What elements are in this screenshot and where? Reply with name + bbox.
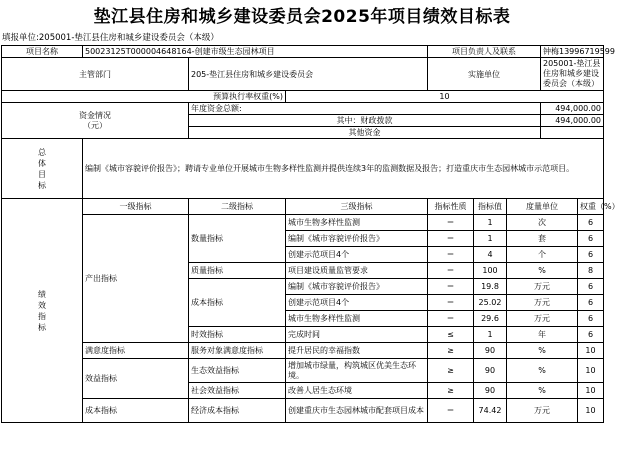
fund-total-value: 494,000.00 [541,103,604,115]
unit-cell: % [507,383,578,399]
level1-cost: 成本指标 [83,399,189,423]
level3-cell: 创建重庆市生态园林城市配套项目成本 [286,399,428,423]
unit-cell: % [507,343,578,359]
weight-cell: 10 [578,359,604,383]
fund-label [2,103,189,139]
value-cell: 100 [474,263,507,279]
level2-cost: 成本指标 [189,279,286,327]
level3-cell: 改善人居生态环境 [286,383,428,399]
level3-cell: 城市生物多样性监测 [286,215,428,231]
project-name-value: 50023125T000004648164-创建市级生态园林项目 [83,46,428,58]
header-level1: 一级指标 [83,199,189,215]
fund-fiscal-value: 494,000.00 [541,115,604,127]
nature-cell: ＝ [428,247,474,263]
unit-cell: 个 [507,247,578,263]
unit-cell: 套 [507,231,578,247]
level2-social: 社会效益指标 [189,383,286,399]
unit-line [2,32,602,44]
level1-output: 产出指标 [83,215,189,343]
budget-weight-value: 10 [286,91,604,103]
project-name-label: 项目名称 [2,46,83,58]
fund-other-value [541,127,604,139]
unit-cell: 万元 [507,295,578,311]
fund-fiscal-label: 其中：财政拨款 [189,115,541,127]
unit-cell: 年 [507,327,578,343]
goal-label-text: 总体目标 [38,147,46,190]
level3-cell: 城市生物多样性监测 [286,311,428,327]
value-cell: 90 [474,343,507,359]
header-nature: 指标性质 [428,199,474,215]
supervisor-value: 205-垫江县住房和城乡建设委员会 [189,58,428,91]
level3-cell: 增加城市绿量，构筑城区优美生态环境。 [286,359,428,383]
level2-quantity: 数量指标 [189,215,286,263]
leader-value: 钟梅13996719599 [541,46,604,58]
value-cell: 1 [474,231,507,247]
level3-cell: 创建示范项目4个 [286,247,428,263]
weight-cell: 6 [578,231,604,247]
unit-cell: 万元 [507,279,578,295]
value-cell: 1 [474,215,507,231]
weight-cell: 10 [578,343,604,359]
performance-table [1,45,620,423]
level2-quality: 质量指标 [189,263,286,279]
unit-cell: 万元 [507,311,578,327]
nature-cell: ≥ [428,359,474,383]
perf-label [2,199,83,423]
weight-cell: 10 [578,383,604,399]
value-cell: 74.42 [474,399,507,423]
unit-cell: % [507,263,578,279]
unit-cell: 万元 [507,399,578,423]
level3-cell: 提升居民的幸福指数 [286,343,428,359]
header-unit: 度量单位 [507,199,578,215]
weight-cell: 8 [578,263,604,279]
value-cell: 90 [474,383,507,399]
value-cell: 1 [474,327,507,343]
unit-value: 205001-垫江县住房和城乡建设委员会（本级） [38,33,219,43]
nature-cell: ＝ [428,311,474,327]
nature-cell: ＝ [428,231,474,247]
level2-service-satisfaction: 服务对象满意度指标 [189,343,286,359]
weight-cell: 6 [578,279,604,295]
nature-cell: ＝ [428,215,474,231]
goal-label [2,139,83,199]
level3-cell: 创建示范项目4个 [286,295,428,311]
nature-cell: ≥ [428,383,474,399]
level2-economic-cost: 经济成本指标 [189,399,286,423]
impl-unit-value: 205001-垫江县住房和城乡建设委员会（本级） [541,58,604,91]
level3-cell: 编制《城市容貌评价报告》 [286,231,428,247]
fund-other-label: 其他资金 [189,127,541,139]
value-cell: 4 [474,247,507,263]
header-weight: 权重（%） [578,199,604,215]
unit-cell: 次 [507,215,578,231]
level3-cell: 项目建设质量监管要求 [286,263,428,279]
nature-cell: ＝ [428,263,474,279]
header-level2: 二级指标 [189,199,286,215]
goal-text: 编制《城市容貌评价报告》；聘请专业单位开展城市生物多样性监测并提供连续3年的监测数据及报告；打造重庆市生态园林城市示范项目。 [83,139,604,199]
nature-cell: ＝ [428,295,474,311]
weight-cell: 6 [578,311,604,327]
value-cell: 29.6 [474,311,507,327]
nature-cell: ＝ [428,279,474,295]
header-value: 指标值 [474,199,507,215]
nature-cell: ≤ [428,327,474,343]
weight-cell: 6 [578,295,604,311]
budget-weight-label: 预算执行率权重(%) [2,91,286,103]
impl-unit-label: 实施单位 [428,58,541,91]
nature-cell: ＝ [428,399,474,423]
weight-cell: 6 [578,247,604,263]
weight-cell: 6 [578,327,604,343]
value-cell: 19.8 [474,279,507,295]
header-level3: 三级指标 [286,199,428,215]
unit-label: 填报单位: [2,33,39,43]
nature-cell: ≥ [428,343,474,359]
value-cell: 90 [474,359,507,383]
unit-cell: % [507,359,578,383]
supervisor-label: 主管部门 [2,58,189,91]
value-cell: 25.02 [474,295,507,311]
level2-ecological: 生态效益指标 [189,359,286,383]
fund-label-text: 资金情况（元） [79,110,111,130]
leader-label: 项目负责人及联系 [428,46,541,58]
weight-cell: 10 [578,399,604,423]
page-title: 垫江县住房和城乡建设委员会2025年项目绩效目标表 [93,7,511,27]
level3-cell: 完成时间 [286,327,428,343]
fund-total-label: 年度资金总额: [189,103,541,115]
level1-benefit: 效益指标 [83,359,189,399]
level2-timeliness: 时效指标 [189,327,286,343]
weight-cell: 6 [578,215,604,231]
perf-label-text: 绩效指标 [38,289,46,332]
level1-satisfaction: 满意度指标 [83,343,189,359]
level3-cell: 编制《城市容貌评价报告》 [286,279,428,295]
